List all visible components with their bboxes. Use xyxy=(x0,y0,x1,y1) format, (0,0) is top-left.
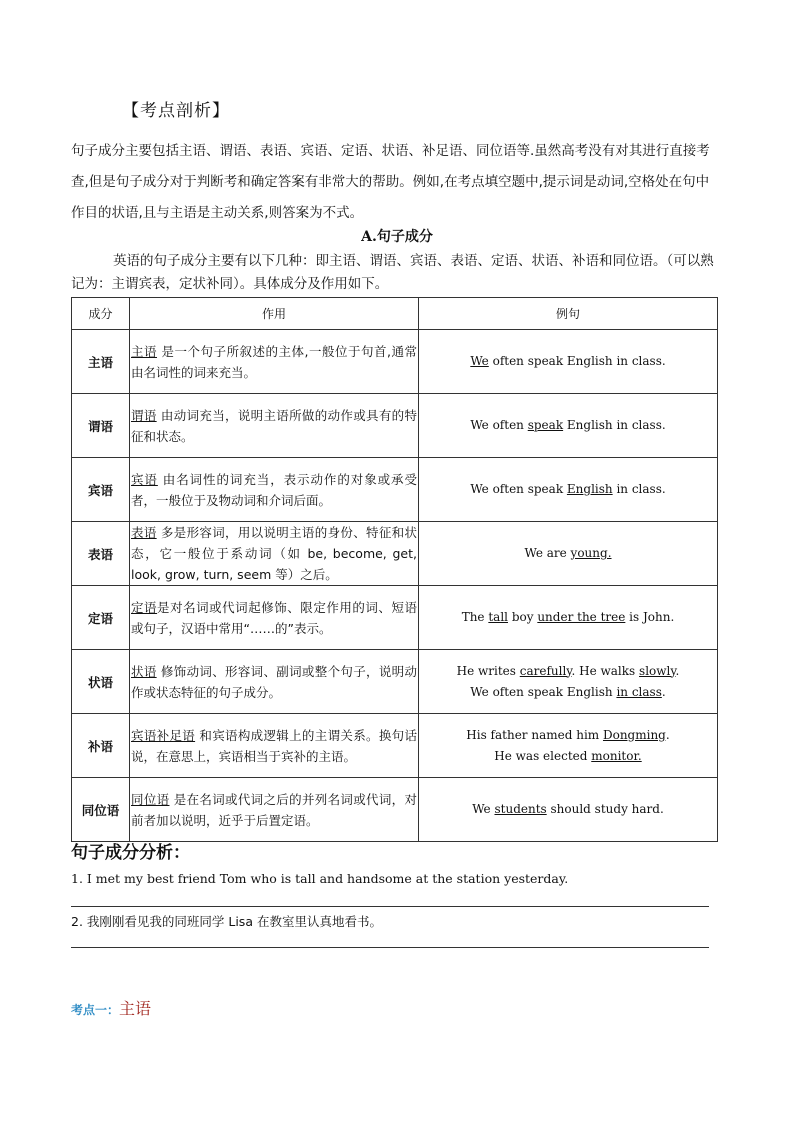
table-row xyxy=(72,778,718,842)
example-text: . xyxy=(675,663,680,678)
example-sentence xyxy=(420,725,716,746)
table-row xyxy=(72,522,718,586)
example-text: We often xyxy=(470,418,528,432)
example-sentence xyxy=(420,543,716,564)
function-keyword: 宾语补足语 xyxy=(131,727,196,743)
example-text: . xyxy=(661,684,666,699)
highlighted-component: speak xyxy=(527,418,564,432)
component-function xyxy=(130,650,419,714)
highlighted-component: English xyxy=(566,482,613,496)
function-description: 由名词性的词充当，表示动作的对象或承受者，一般位于及物动词和介词后面。 xyxy=(131,471,417,508)
example-text: We often speak English xyxy=(470,684,617,699)
example-text: We xyxy=(472,802,495,816)
answer-line-1 xyxy=(71,906,709,907)
function-description: 和宾语构成逻辑上的主谓关系。换句话说，在意思上，宾语相当于宾补的主语。 xyxy=(131,727,417,764)
example-text: His father named him xyxy=(466,727,603,742)
component-example xyxy=(419,714,718,778)
example-text: We are xyxy=(524,546,571,560)
function-keyword: 状语 xyxy=(131,663,157,679)
example-text: is John. xyxy=(625,610,675,624)
analysis-title: 句子成分分析： xyxy=(71,843,190,863)
function-keyword: 定语 xyxy=(131,599,158,615)
example-sentence xyxy=(420,607,716,628)
exercise-1: 1. I met my best friend Tom who is tall and handsome at the station yesterday. xyxy=(71,871,569,886)
component-example xyxy=(419,330,718,394)
component-example xyxy=(419,458,718,522)
example-sentence xyxy=(420,415,716,436)
highlighted-component: tall xyxy=(488,610,508,624)
component-name: 同位语 xyxy=(72,778,130,842)
intro-paragraph: 句子成分主要包括主语、谓语、表语、宾语、定语、状语、补足语、同位语等.虽然高考没有对其进行直接考查,但是句子成分对于判断考和确定答案有非常大的帮助。例如,在考点填空题中,提示词是动词,空格处在句中作目的状语,且与主语是主动关系,则答案为不式。 xyxy=(71,143,710,221)
component-name: 主语 xyxy=(72,330,130,394)
section-title: 【考点剖析】 xyxy=(122,101,230,121)
example-sentence xyxy=(420,479,716,500)
highlighted-component: carefully xyxy=(519,663,572,678)
component-name: 表语 xyxy=(72,522,130,586)
highlighted-component: students xyxy=(494,802,547,816)
example-text: boy xyxy=(508,610,538,624)
component-function xyxy=(130,586,419,650)
example-sentence xyxy=(420,799,716,820)
component-function xyxy=(130,330,419,394)
highlighted-component: We xyxy=(470,354,489,368)
function-description: 是对名词或代词起修饰、限定作用的词、短语或句子，汉语中常用“……的”表示。 xyxy=(131,599,417,636)
table-body xyxy=(72,330,718,842)
table-row xyxy=(72,330,718,394)
function-description: 是在名词或代词之后的并列名词或代词，对前者加以说明，近乎于后置定语。 xyxy=(131,791,417,828)
example-text: often speak English in class. xyxy=(488,354,666,368)
function-description: 是一个句子所叙述的主体,一般位于句首,通常由名词性的词来充当。 xyxy=(131,343,417,380)
sentence-components-table xyxy=(71,297,718,842)
component-function xyxy=(130,778,419,842)
table-row xyxy=(72,458,718,522)
function-description: 由动词充当，说明主语所做的动作或具有的特征和状态。 xyxy=(131,407,417,444)
exam-point-heading xyxy=(71,996,151,1019)
example-sentence xyxy=(420,746,716,767)
function-keyword: 同位语 xyxy=(131,791,170,807)
function-keyword: 表语 xyxy=(131,525,157,540)
exam-point-topic: 主语 xyxy=(119,999,152,1018)
example-text: We often speak xyxy=(470,482,567,496)
answer-line-2 xyxy=(71,947,709,948)
component-function xyxy=(130,394,419,458)
table-row xyxy=(72,650,718,714)
example-text: English in class. xyxy=(563,418,666,432)
component-name: 状语 xyxy=(72,650,130,714)
component-example xyxy=(419,522,718,586)
component-name: 宾语 xyxy=(72,458,130,522)
function-description: 修饰动词、形容词、副词或整个句子，说明动作或状态特征的句子成分。 xyxy=(131,663,417,700)
table-row xyxy=(72,714,718,778)
example-sentence xyxy=(420,682,716,703)
highlighted-component: slowly xyxy=(639,663,676,678)
function-keyword: 主语 xyxy=(131,343,158,359)
example-sentence xyxy=(420,661,716,682)
table-header-row xyxy=(72,298,718,330)
function-description: 多是形容词，用以说明主语的身份、特征和状态，它一般位于系动词（如 be, become, get, look, grow, turn, seem 等）之后。 xyxy=(131,525,417,582)
highlighted-component: in class xyxy=(616,684,662,699)
header-example: 例句 xyxy=(419,298,718,330)
example-text: . He walks xyxy=(571,663,640,678)
component-function xyxy=(130,458,419,522)
function-keyword: 宾语 xyxy=(131,471,158,487)
example-text: . xyxy=(665,727,670,742)
highlighted-component: Dongming xyxy=(602,727,666,742)
table-intro: 英语的句子成分主要有以下几种：即主语、谓语、宾语、表语、定语、状语、补语和同位语。（可以熟记为：主谓宾表，定状补同）。具体成分及作用如下。 xyxy=(71,253,714,292)
component-example xyxy=(419,778,718,842)
exam-point-label: 考点一： xyxy=(71,1003,120,1017)
example-text: in class. xyxy=(612,482,666,496)
component-example xyxy=(419,394,718,458)
example-text: The xyxy=(461,610,489,624)
component-function xyxy=(130,714,419,778)
highlighted-component: monitor. xyxy=(591,748,642,763)
component-name: 补语 xyxy=(72,714,130,778)
table-row xyxy=(72,394,718,458)
highlighted-component: young. xyxy=(570,546,612,560)
table-row xyxy=(72,586,718,650)
highlighted-component: under the tree xyxy=(537,610,626,624)
header-component: 成分 xyxy=(72,298,130,330)
header-function: 作用 xyxy=(130,298,419,330)
example-text: He was elected xyxy=(494,748,592,763)
component-example xyxy=(419,586,718,650)
example-sentence xyxy=(420,351,716,372)
exercise-2: 2. 我刚刚看见我的同班同学 Lisa 在教室里认真地看书。 xyxy=(71,914,382,929)
component-name: 谓语 xyxy=(72,394,130,458)
component-name: 定语 xyxy=(72,586,130,650)
function-keyword: 谓语 xyxy=(131,407,157,423)
component-function xyxy=(130,522,419,586)
example-text: should study hard. xyxy=(546,802,664,816)
component-example xyxy=(419,650,718,714)
example-text: He writes xyxy=(456,663,520,678)
table-title: A.句子成分 xyxy=(361,229,433,245)
